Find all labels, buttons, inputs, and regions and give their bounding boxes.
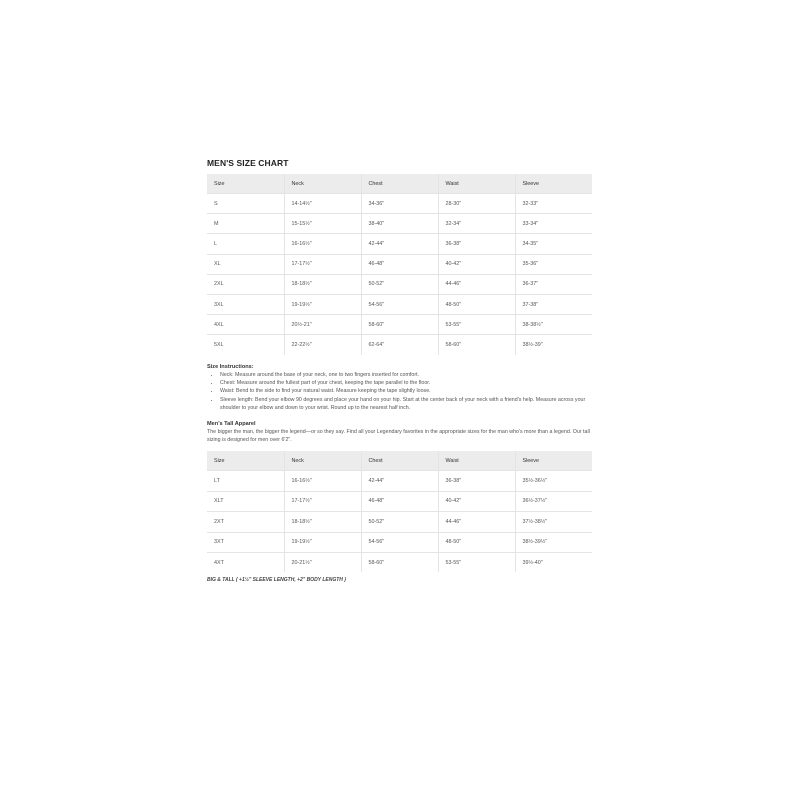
instructions-heading: Size Instructions:: [207, 363, 254, 370]
cell-size: M: [207, 214, 284, 234]
table-row: [207, 532, 592, 552]
cell-size: XLT: [207, 491, 284, 511]
cell-waist: 40-42": [438, 254, 515, 274]
column-header-sleeve: Sleeve: [515, 174, 592, 194]
mens-size-table: [207, 174, 592, 355]
column-header-sleeve: Sleeve: [515, 451, 592, 471]
cell-sleeve: 37½-38½": [515, 512, 592, 532]
cell-chest: 58-60": [361, 552, 438, 572]
cell-neck: 15-15½": [284, 214, 361, 234]
cell-waist: 36-38": [438, 234, 515, 254]
cell-size: S: [207, 194, 284, 214]
cell-sleeve: 37-38": [515, 294, 592, 314]
cell-sleeve: 33-34": [515, 214, 592, 234]
cell-waist: 32-34": [438, 214, 515, 234]
column-header-chest: Chest: [361, 174, 438, 194]
column-header-size: Size: [207, 451, 284, 471]
cell-chest: 42-44": [361, 234, 438, 254]
cell-waist: 48-50": [438, 532, 515, 552]
cell-chest: 46-48": [361, 254, 438, 274]
cell-sleeve: 35½-36½": [515, 471, 592, 491]
cell-sleeve: 34-35": [515, 234, 592, 254]
cell-chest: 50-52": [361, 274, 438, 294]
cell-sleeve: 32-33": [515, 194, 592, 214]
table-row: [207, 274, 592, 294]
tall-heading: Men's Tall Apparel: [207, 420, 256, 427]
cell-size: 3XL: [207, 294, 284, 314]
column-header-chest: Chest: [361, 451, 438, 471]
column-header-waist: Waist: [438, 451, 515, 471]
cell-neck: 14-14½": [284, 194, 361, 214]
table-row: [207, 471, 592, 491]
cell-sleeve: 36-37": [515, 274, 592, 294]
table-row: [207, 234, 592, 254]
table-header-row: [207, 451, 592, 471]
cell-neck: 22-22½": [284, 335, 361, 355]
cell-waist: 36-38": [438, 471, 515, 491]
list-item: • Chest: Measure around the fullest part of your chest, keeping the tape parallel to the floor.: [220, 379, 592, 387]
table-row: [207, 214, 592, 234]
list-item: • Neck: Measure around the base of your neck, one to two fingers inserted for comfort.: [220, 371, 592, 379]
cell-size: 5XL: [207, 335, 284, 355]
table-row: [207, 254, 592, 274]
table-row: [207, 315, 592, 335]
cell-sleeve: 38½-39½": [515, 532, 592, 552]
cell-neck: 16-16½": [284, 471, 361, 491]
cell-chest: 54-56": [361, 532, 438, 552]
column-header-waist: Waist: [438, 174, 515, 194]
cell-neck: 20½-21": [284, 315, 361, 335]
tall-apparel-section: [207, 421, 592, 584]
cell-neck: 17-17½": [284, 491, 361, 511]
cell-chest: 46-48": [361, 491, 438, 511]
cell-size: 4XL: [207, 315, 284, 335]
cell-sleeve: 35-36": [515, 254, 592, 274]
page-title: MEN'S SIZE CHART: [207, 158, 289, 168]
cell-waist: 48-50": [438, 294, 515, 314]
cell-chest: 58-60": [361, 315, 438, 335]
list-item: • Waist: Bend to the side to find your natural waist. Measure keeping the tape slightly loose.: [220, 387, 592, 395]
cell-waist: 53-55": [438, 315, 515, 335]
cell-size: L: [207, 234, 284, 254]
column-header-size: Size: [207, 174, 284, 194]
cell-neck: 19-19½": [284, 532, 361, 552]
cell-size: 2XT: [207, 512, 284, 532]
cell-sleeve: 38½-39": [515, 335, 592, 355]
cell-waist: 58-60": [438, 335, 515, 355]
column-header-neck: Neck: [284, 451, 361, 471]
table-row: [207, 491, 592, 511]
cell-size: XL: [207, 254, 284, 274]
table-row: [207, 194, 592, 214]
cell-neck: 17-17½": [284, 254, 361, 274]
tall-description: The bigger the man, the bigger the legend—or so they say. Find all your Legendary favorites in the appropriate sizes for the man who's more than a legend. Our tall sizing is designed for men over 6'2".: [207, 428, 590, 443]
list-item: • Sleeve length: Bend your elbow 90 degrees and place your hand on your hip. Start at the center back of your neck with a friend's help. Measure across your shoulder to your elbow and down to your wrist. Round up to the nearest half inch.: [220, 396, 592, 413]
cell-neck: 18-18½": [284, 512, 361, 532]
table-header-row: [207, 174, 592, 194]
cell-chest: 54-56": [361, 294, 438, 314]
table-row: [207, 552, 592, 572]
cell-chest: 62-64": [361, 335, 438, 355]
big-and-tall-note: BIG & TALL ( +1½" SLEEVE LENGTH, +2" BODY LENGTH ): [207, 577, 346, 584]
table-row: [207, 512, 592, 532]
cell-waist: 44-46": [438, 274, 515, 294]
cell-sleeve: 38-38½": [515, 315, 592, 335]
table-row: [207, 335, 592, 355]
cell-neck: 19-19½": [284, 294, 361, 314]
cell-size: LT: [207, 471, 284, 491]
cell-waist: 44-46": [438, 512, 515, 532]
tall-size-table: [207, 451, 592, 572]
instructions-list: [207, 371, 592, 413]
cell-waist: 28-30": [438, 194, 515, 214]
cell-chest: 34-36": [361, 194, 438, 214]
cell-chest: 50-52": [361, 512, 438, 532]
cell-waist: 40-42": [438, 491, 515, 511]
cell-neck: 18-18½": [284, 274, 361, 294]
size-instructions: [207, 364, 592, 413]
cell-waist: 53-55": [438, 552, 515, 572]
table-row: [207, 294, 592, 314]
cell-sleeve: 39½-40": [515, 552, 592, 572]
size-chart-document: [207, 158, 592, 583]
cell-sleeve: 36½-37½": [515, 491, 592, 511]
cell-neck: 16-16½": [284, 234, 361, 254]
cell-neck: 20-21½": [284, 552, 361, 572]
cell-chest: 42-44": [361, 471, 438, 491]
cell-size: 4XT: [207, 552, 284, 572]
cell-chest: 38-40": [361, 214, 438, 234]
column-header-neck: Neck: [284, 174, 361, 194]
cell-size: 2XL: [207, 274, 284, 294]
cell-size: 3XT: [207, 532, 284, 552]
